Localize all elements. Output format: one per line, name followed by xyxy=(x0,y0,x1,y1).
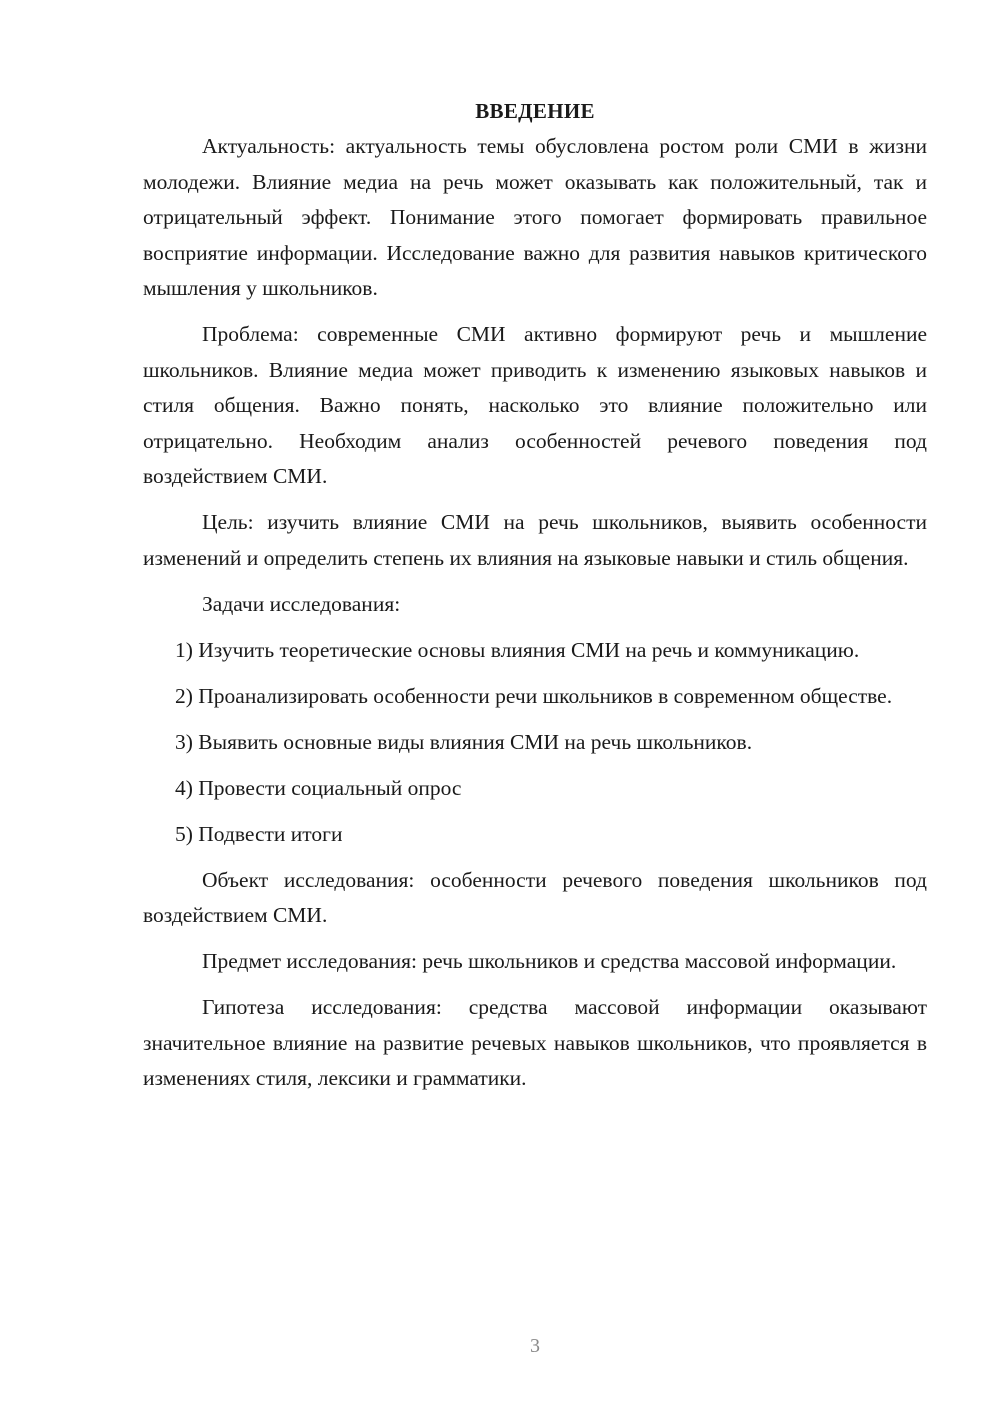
task-item-1: 1) Изучить теоретические основы влияния СМИ на речь и коммуникацию. xyxy=(175,637,860,662)
task-item-5: 5) Подвести итоги xyxy=(175,821,343,846)
task-item-2: 2) Проанализировать особенности речи школьников в современном обществе. xyxy=(175,683,893,708)
document-page xyxy=(143,96,927,1107)
task-item-3: 3) Выявить основные виды влияния СМИ на речь школьников. xyxy=(175,729,753,754)
paragraph-tasks-heading: Задачи исследования: xyxy=(202,591,401,616)
paragraph-relevance: Актуальность: актуальность темы обусловлена ростом роли СМИ в жизни молодежи. Влияние медиа на речь может оказывать как положительный, так и отрицательный эффект. Понимание этого помогает формировать правильное восприятие информации. Исследование важно для развития навыков критического мышления у школьников. xyxy=(143,134,927,300)
paragraph-hypothesis: Гипотеза исследования: средства массовой информации оказывают значительное влияние на развитие речевых навыков школьников, что проявляется в изменениях стиля, лексики и грамматики. xyxy=(143,995,927,1090)
paragraph-object: Объект исследования: особенности речевого поведения школьников под воздействием СМИ. xyxy=(143,867,927,927)
task-item-4: 4) Провести социальный опрос xyxy=(175,775,462,800)
paragraph-goal: Цель: изучить влияние СМИ на речь школьников, выявить особенности изменений и определить степень их влияния на языковые навыки и стиль общения. xyxy=(143,510,927,570)
paragraph-subject: Предмет исследования: речь школьников и средства массовой информации. xyxy=(202,949,897,973)
page-title: ВВЕДЕНИЕ xyxy=(475,99,595,123)
page-number: 3 xyxy=(530,1335,540,1357)
paragraph-problem: Проблема: современные СМИ активно формируют речь и мышление школьников. Влияние медиа может приводить к изменению языковых навыков и стиля общения. Важно понять, насколько это влияние положительно или отрицательно. Необходим анализ особенностей речевого поведения под воздействием СМИ. xyxy=(143,322,927,488)
